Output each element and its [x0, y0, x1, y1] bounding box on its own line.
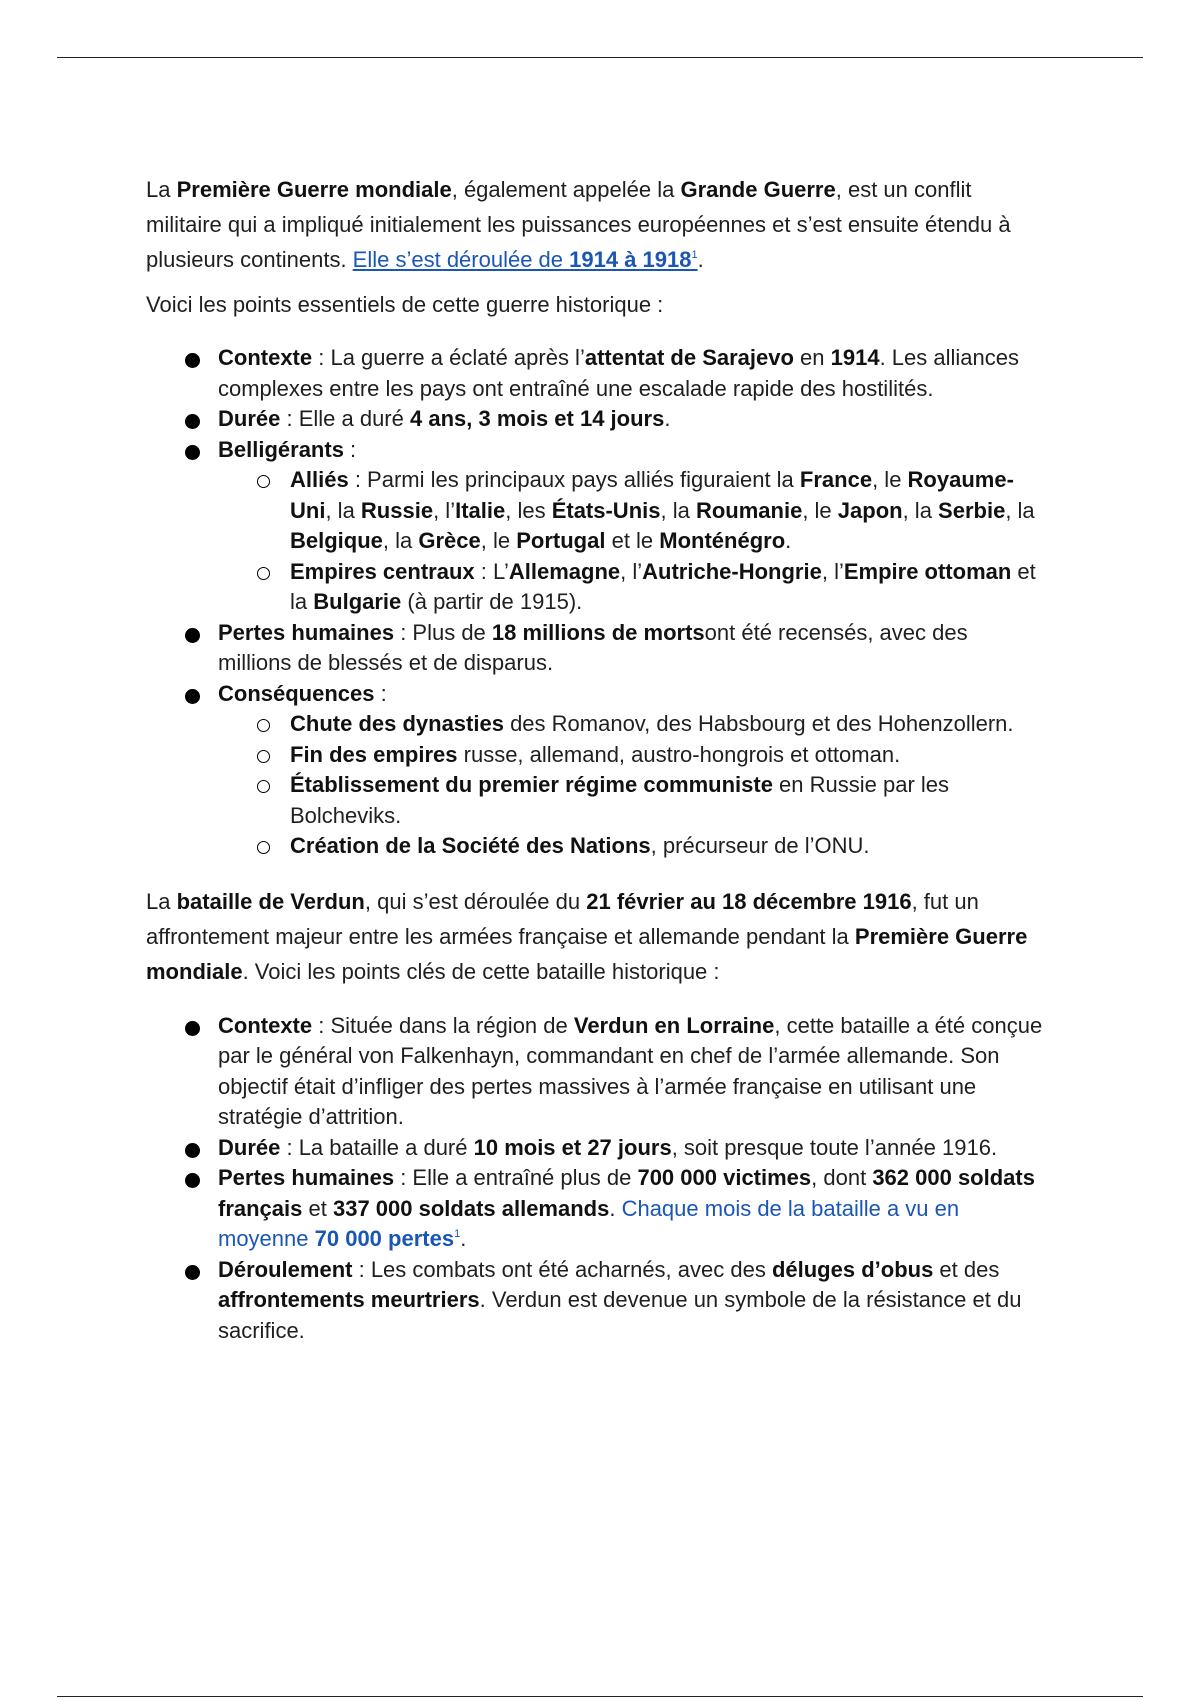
- document-body: [146, 172, 1046, 1346]
- consequences-sublist: [218, 709, 1046, 862]
- list-item-pertes-humaines: Pertes humaines : Elle a entraîné plus de 700 000 victimes, dont 362 000 soldats français et 337 000 soldats allemands. Chaque mois de la bataille a vu en moyenne 70 000 pertes$^1$.: [146, 1163, 1046, 1255]
- sublist-item: Établissement du premier régime communiste en Russie par les Bolcheviks.: [218, 770, 1046, 831]
- sublist-item: Chute des dynasties des Romanov, des Habsbourg et des Hohenzollern.: [218, 709, 1046, 740]
- belligerants-sublist: [218, 465, 1046, 618]
- list-item-duree: Durée : La bataille a duré 10 mois et 27 jours, soit presque toute l’année 1916.: [146, 1133, 1046, 1164]
- list-item-belligerants: Belligérants : Alliés : Parmi les principaux pays alliés figuraient la France, le Royaume-Uni, la Russie, l’Italie, les États-Unis, la Roumanie, le Japon, la Serbie, la Belgique, la Grèce, le Portugal et le Monténégro. Empires centraux : L’Allemagne, l’Autriche-Hongrie, l’Empire ottoman et la Bulgarie (à partir de 1915).: [146, 435, 1046, 618]
- sublist-item: Création de la Société des Nations, précurseur de l’ONU.: [218, 831, 1046, 862]
- list-item-contexte: Contexte : La guerre a éclaté après l’attentat de Sarajevo en 1914. Les alliances complexes entre les pays ont entraîné une escalade rapide des hostilités.: [146, 343, 1046, 404]
- verdun-points-list: [146, 1011, 1046, 1347]
- sublist-item-allies: Alliés : Parmi les principaux pays alliés figuraient la France, le Royaume-Uni, la Russie, l’Italie, les États-Unis, la Roumanie, le Japon, la Serbie, la Belgique, la Grèce, le Portugal et le Monténégro.: [218, 465, 1046, 557]
- sublist-item-empires-centraux: Empires centraux : L’Allemagne, l’Autriche-Hongrie, l’Empire ottoman et la Bulgarie (à partir de 1915).: [218, 557, 1046, 618]
- list-item-consequences: Conséquences : Chute des dynasties des Romanov, des Habsbourg et des Hohenzollern. Fin des empires russe, allemand, austro-hongrois et ottoman. Établissement du premier régime communiste en Russie par les Bolcheviks. Création de la Société des Nations, précurseur de l’ONU.: [146, 679, 1046, 862]
- list-item-deroulement: Déroulement : Les combats ont été acharnés, avec des déluges d’obus et des affrontements meurtriers. Verdun est devenue un symbole de la résistance et du sacrifice.: [146, 1255, 1046, 1347]
- citation-link[interactable]: Chaque mois de la bataille a vu en moyenne 70 000 pertes$^1$: [218, 1195, 960, 1251]
- footnote-marker: 1: [454, 1228, 461, 1240]
- footer-rule: [57, 1696, 1143, 1697]
- list-item-contexte: Contexte : Située dans la région de Verdun en Lorraine, cette bataille a été conçue par le général von Falkenhayn, commandant en chef de l’armée allemande. Son objectif était d’infliger des pertes massives à l’armée française en utilisant une stratégie d’attrition.: [146, 1011, 1046, 1133]
- verdun-intro-paragraph: La bataille de Verdun, qui s’est déroulée du 21 février au 18 décembre 1916, fut un affrontement majeur entre les armées française et allemande pendant la Première Guerre mondiale. Voici les points clés de cette bataille historique :: [146, 888, 1028, 984]
- intro-paragraph: La Première Guerre mondiale, également appelée la Grande Guerre, est un conflit militaire qui a impliqué initialement les puissances européennes et s’est ensuite étendu à plusieurs continents. Elle s’est déroulée de 1914 à 1918$^1$.: [146, 177, 1011, 272]
- footnote-marker: 1: [691, 249, 698, 261]
- list-item-duree: Durée : Elle a duré 4 ans, 3 mois et 14 jours.: [146, 404, 1046, 435]
- list-item-pertes-humaines: Pertes humaines : Plus de 18 millions de mortsont été recensés, avec des millions de blessés et de disparus.: [146, 618, 1046, 679]
- lead-paragraph: Voici les points essentiels de cette guerre historique :: [146, 292, 664, 317]
- sublist-item: Fin des empires russe, allemand, austro-hongrois et ottoman.: [218, 740, 1046, 771]
- ww1-points-list: [146, 343, 1046, 862]
- citation-link[interactable]: Elle s’est déroulée de 1914 à 1918$^1$: [352, 247, 698, 272]
- header-rule: [57, 57, 1143, 58]
